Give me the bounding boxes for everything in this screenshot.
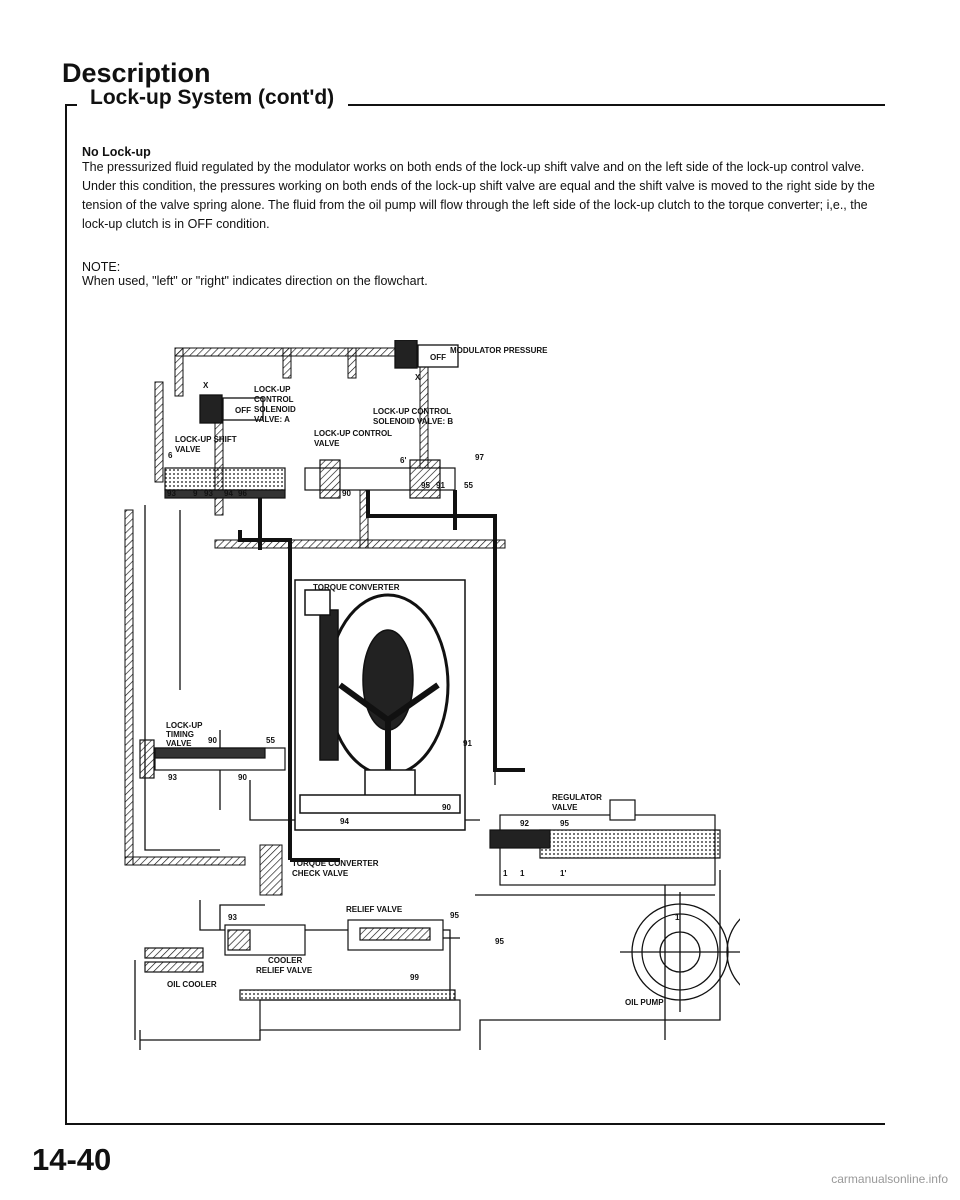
label-x-a: X [203, 381, 209, 390]
label-solenoid-a-3: SOLENOID [254, 405, 296, 414]
label-check-valve-2: CHECK VALVE [292, 869, 349, 878]
torque-converter [295, 580, 465, 830]
label-control-valve-2: VALVE [314, 439, 340, 448]
label-shift-valve-1: LOCK-UP SHIFT [175, 435, 237, 444]
note-heading: NOTE: [82, 260, 121, 274]
label-check-valve-1: TORQUE CONVERTER [292, 859, 379, 868]
frame-left-rule [65, 104, 67, 1124]
check-valve [260, 845, 282, 895]
label-cooler-relief-1: COOLER [268, 956, 303, 965]
port-number: 91 [463, 739, 472, 748]
lock-up-timing-valve [140, 740, 285, 778]
port-number: 9 [193, 489, 198, 498]
page-number: 14-40 [32, 1142, 112, 1177]
label-control-valve-1: LOCK-UP CONTROL [314, 429, 393, 438]
port-number: 97 [475, 453, 484, 462]
port-number: 90 [238, 773, 247, 782]
port-number: 55 [266, 736, 275, 745]
label-off-a: OFF [235, 406, 251, 415]
label-oil-pump: OIL PUMP [625, 998, 664, 1007]
port-number: 93 [204, 489, 213, 498]
subsection-title: Lock-up System (cont'd) [90, 86, 335, 109]
relief-valve [348, 920, 443, 950]
port-number: 96 [238, 489, 247, 498]
label-off-b: OFF [430, 353, 446, 362]
label-regulator-valve-1: REGULATOR [552, 793, 602, 802]
port-number: 90 [342, 489, 351, 498]
cooler-relief-valve [225, 925, 305, 955]
label-torque-converter: TORQUE CONVERTER [313, 583, 400, 592]
label-solenoid-a-2: CONTROL [254, 395, 294, 404]
port-number: 95 [450, 911, 459, 920]
label-solenoid-b-1: LOCK-UP CONTROL [373, 407, 452, 416]
label-solenoid-a-4: VALVE: A [254, 415, 290, 424]
label-cooler-relief-2: RELIEF VALVE [256, 966, 313, 975]
label-timing-valve-1: LOCK-UP [166, 721, 203, 730]
port-number: 93 [167, 489, 176, 498]
port-number: 93 [228, 913, 237, 922]
watermark: carmanualsonline.info [831, 1172, 948, 1186]
port-number: 99 [410, 973, 419, 982]
label-oil-cooler: OIL COOLER [167, 980, 217, 989]
label-timing-valve-3: VALVE [166, 739, 192, 748]
port-number: 1 [520, 869, 525, 878]
port-number: 6' [400, 456, 407, 465]
note-text: When used, "left" or "right" indicates direction on the flowchart. [82, 274, 428, 288]
oil-pump [620, 892, 740, 1012]
label-solenoid-b-2: SOLENOID VALVE: B [373, 417, 454, 426]
port-number: 93 [168, 773, 177, 782]
port-number: 90 [442, 803, 451, 812]
label-timing-valve-2: TIMING [166, 730, 194, 739]
solenoid-valve-b [395, 340, 458, 368]
port-number: 95 [495, 937, 504, 946]
port-number: 92 [520, 819, 529, 828]
oil-cooler [145, 948, 460, 1030]
label-x-b: X [415, 373, 421, 382]
port-number: 95 [421, 481, 430, 490]
hydraulic-flowchart [120, 340, 740, 1050]
label-relief-valve: RELIEF VALVE [346, 905, 403, 914]
intro-paragraph: The pressurized fluid regulated by the modulator works on both ends of the lock-up shift valve and on the left side of the lock-up control valve. Under this condition, the pressures working on both ends of the lock-up shift valve are equal and the shift valve is moved to the right side by the tension of the valve spring alone. The fluid from the oil pump will flow through the left side of the lock-up clutch to the torque converter; i,e., the lock-up clutch is in OFF condition. [82, 160, 875, 231]
section-title: Description [62, 58, 211, 88]
port-number: 6 [168, 451, 173, 460]
regulator-valve [490, 800, 720, 885]
label-modulator-pressure: MODULATOR PRESSURE [450, 346, 548, 355]
label-shift-valve-2: VALVE [175, 445, 201, 454]
port-number: 1' [560, 869, 567, 878]
port-number: 90 [208, 736, 217, 745]
port-number: 91 [436, 481, 445, 490]
port-number: 1 [675, 913, 680, 922]
port-number: 55 [464, 481, 473, 490]
label-solenoid-a-1: LOCK-UP [254, 385, 291, 394]
port-number: 94 [340, 817, 349, 826]
port-number: 1 [503, 869, 508, 878]
port-number: 94 [224, 489, 233, 498]
port-number: 95 [560, 819, 569, 828]
intro-heading: No Lock-up [82, 145, 151, 159]
frame-bottom-rule [65, 1123, 885, 1125]
label-regulator-valve-2: VALVE [552, 803, 578, 812]
lock-up-control-valve [305, 460, 455, 498]
